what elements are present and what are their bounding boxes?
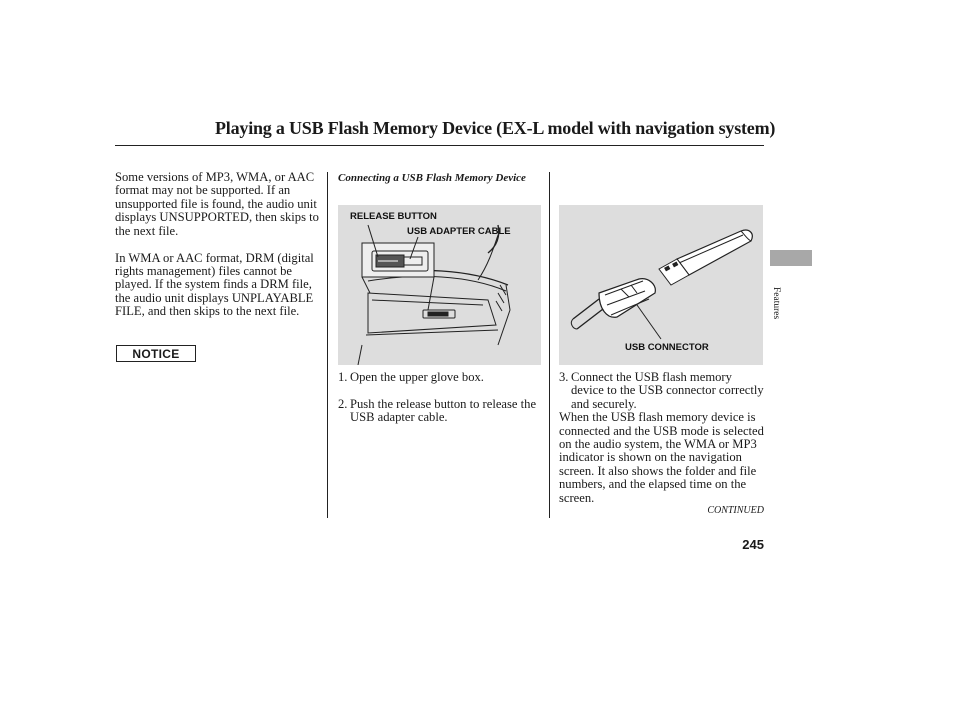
column-divider-right xyxy=(549,172,550,518)
steps-right xyxy=(559,371,764,505)
label-release-button: RELEASE BUTTON xyxy=(350,211,437,222)
left-column xyxy=(115,171,323,332)
notice-box: NOTICE xyxy=(116,345,196,362)
step-open-glove-box xyxy=(338,371,543,384)
title-divider xyxy=(115,145,764,146)
step-connect-device xyxy=(559,371,764,411)
step-text: Open the upper glove box. xyxy=(350,370,484,384)
step-number: 3. xyxy=(559,370,569,384)
section-tab xyxy=(770,250,812,266)
page-number: 245 xyxy=(742,537,764,552)
figure-glove-box xyxy=(338,205,541,365)
paragraph-unsupported-formats: Some versions of MP3, WMA, or AAC format may not be supported. If an unsupported file is found, the audio unit displays UNSUPPORTED, then skips to the next file. xyxy=(115,170,319,238)
step-text: Push the release button to release the USB adapter cable. xyxy=(350,396,537,425)
section-label: Features xyxy=(771,287,781,320)
step-text: Connect the USB flash memory device to the USB connector correctly and securely. xyxy=(571,370,764,411)
label-usb-adapter-cable: USB ADAPTER CABLE xyxy=(407,226,511,237)
step-push-release-button xyxy=(338,398,543,425)
step-number: 2. xyxy=(338,396,348,411)
figure-usb-connector xyxy=(559,205,763,365)
figure-caption: Connecting a USB Flash Memory Device xyxy=(338,172,526,184)
label-usb-connector: USB CONNECTOR xyxy=(625,342,709,353)
step-number: 1. xyxy=(338,370,348,384)
column-divider-left xyxy=(327,172,328,518)
paragraph-drm-files: In WMA or AAC format, DRM (digital rights management) files cannot be played. If the system finds a DRM file, the audio unit displays UNPLAYABLE FILE, and then skips to the next file. xyxy=(115,250,314,319)
paragraph-usb-mode-indicator: When the USB flash memory device is connected and the USB mode is selected on the audio system, the WMA or MP3 indicator is shown on the navigation screen. It also shows the folder and file numbers, and the elapsed time on the screen. xyxy=(559,410,764,505)
continued-label: CONTINUED xyxy=(707,505,764,516)
usb-connector-illustration xyxy=(559,205,763,365)
steps-middle xyxy=(338,371,543,425)
page-title: Playing a USB Flash Memory Device (EX-L model with navigation system) xyxy=(215,118,776,138)
